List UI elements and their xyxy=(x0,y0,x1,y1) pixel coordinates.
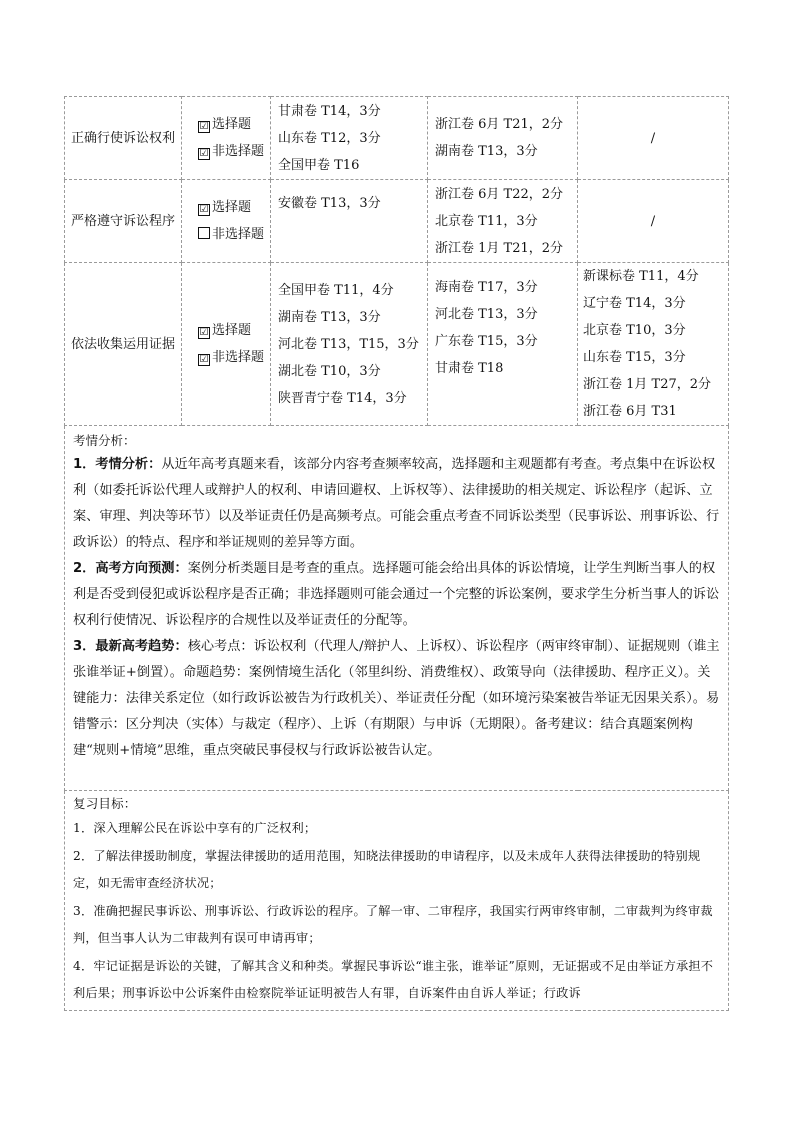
exam-ref: 海南卷 T17，3分 xyxy=(435,280,538,295)
analysis-paragraph-1: 1．考情分析：从近年高考真题来看，该部分内容考查频率较高，选择题和主观题都有考查。考点集中在诉讼权利（如委托诉讼代理人或辩护人的权利、申请回避权、上诉权等）、法律援助的相关规定、诉讼程序（起诉、立案、审理、判决等环节）以及举证责任仍是高频考点。可能会重点考查不同诉讼类型（民事诉讼、刑事诉讼、行政诉讼）的特点、程序和举证规则的差异等方面。 xyxy=(73,457,720,550)
exam-ref: 辽宁卷 T14，3分 xyxy=(583,296,686,311)
exam-ref: 山东卷 T15，3分 xyxy=(583,350,686,365)
type-choice: ☑ 选择题 xyxy=(199,200,252,215)
year-2023-cell: / xyxy=(578,180,729,263)
type-non-choice: 非选择题 xyxy=(198,221,270,248)
type-choice: ☑ 选择题 xyxy=(199,117,252,132)
type-non-choice: ☑ 非选择题 xyxy=(199,350,265,365)
exam-ref: 山东卷 T12，3分 xyxy=(278,130,381,146)
year-2023-cell: / xyxy=(578,97,729,180)
goal-item: 3．准确把握民事诉讼、刑事诉讼、行政诉讼的程序。了解一审、二审程序，我国实行两审终审制，二审裁判为终审裁判，但当事人认为二审裁判有误可申请再审； xyxy=(73,903,713,945)
checkbox-icon: ☑ xyxy=(199,354,209,365)
goal-item: 2．了解法律援助制度，掌握法律援助的适用范围，知晓法律援助的申请程序，以及未成年人获得法律援助的特别规定，如无需审查经济状况； xyxy=(73,848,701,890)
exam-ref: 全国甲卷 T11，4分 xyxy=(278,282,394,298)
review-goals-section xyxy=(65,791,729,1011)
analysis-row xyxy=(65,426,729,791)
analysis-heading: 考情分析： xyxy=(73,433,136,448)
exam-ref: 安徽卷 T13，3分 xyxy=(278,196,381,211)
goals-row xyxy=(65,791,729,1011)
exam-ref: 新课标卷 T11，4分 xyxy=(583,269,699,284)
year-2023-cell xyxy=(578,263,729,426)
checkbox-icon: ☑ xyxy=(199,327,209,338)
topic-cell: 严格遵守诉讼程序 xyxy=(65,180,182,263)
document-page xyxy=(64,96,728,1011)
analysis-section xyxy=(65,426,729,791)
exam-ref: 湖北卷 T10，3分 xyxy=(278,363,381,379)
type-non-choice: ☑ 非选择题 xyxy=(199,144,265,159)
goal-item: 4．牢记证据是诉讼的关键，了解其含义和种类。掌握民事诉讼“谁主张，谁举证”原则，无证据或不足由举证方承担不利后果；刑事诉讼中公诉案件由检察院举证证明被告人有罪，自诉案件由自诉人举证；行政诉 xyxy=(73,958,714,1000)
year-2025-cell xyxy=(271,97,428,180)
analysis-paragraph-2: 2．高考方向预测：案例分析类题目是考查的重点。选择题可能会给出具体的诉讼情境，让学生判断当事人的权利是否受到侵犯或诉讼程序是否正确；非选择题则可能会通过一个完整的诉讼案例，要求学生分析当事人的诉讼权利行使情况、诉讼程序的合规性以及举证责任的分配等。 xyxy=(73,561,720,628)
exam-ref: 浙江卷 1月 T21，2分 xyxy=(435,240,564,256)
question-type-cell xyxy=(182,97,271,180)
type-choice: ☑ 选择题 xyxy=(199,323,252,338)
question-type-cell xyxy=(182,263,271,426)
exam-ref: 浙江卷 1月 T27，2分 xyxy=(583,377,712,392)
goals-heading: 复习目标： xyxy=(73,796,137,811)
exam-ref: 河北卷 T13，3分 xyxy=(435,307,538,322)
exam-ref: 陕晋青宁卷 T14，3分 xyxy=(278,390,407,406)
exam-ref: 湖南卷 T13，3分 xyxy=(278,309,381,325)
exam-ref: 全国甲卷 T16 xyxy=(278,157,360,173)
exam-ref: 浙江卷 6月 T31 xyxy=(583,404,677,419)
exam-ref: 浙江卷 6月 T22，2分 xyxy=(435,186,564,202)
exam-ref: 甘肃卷 T14，3分 xyxy=(278,103,381,119)
exam-ref: 北京卷 T11，3分 xyxy=(435,213,538,229)
table-row xyxy=(65,263,729,426)
table-row xyxy=(65,180,729,263)
exam-ref: 甘肃卷 T18 xyxy=(435,361,504,376)
goal-item: 1．深入理解公民在诉讼中享有的广泛权利； xyxy=(73,821,317,835)
exam-ref: 浙江卷 6月 T21，2分 xyxy=(435,117,564,132)
year-2024-cell xyxy=(428,180,578,263)
checkbox-icon: ☑ xyxy=(199,204,209,215)
year-2025-cell xyxy=(271,180,428,263)
exam-ref: 湖南卷 T13，3分 xyxy=(435,144,538,159)
exam-ref: 河北卷 T13，T15，3分 xyxy=(278,336,419,352)
year-2024-cell xyxy=(428,97,578,180)
topic-cell: 正确行使诉讼权利 xyxy=(65,97,182,180)
table-row xyxy=(65,97,729,180)
checkbox-icon: ☑ xyxy=(199,121,209,132)
topic-cell: 依法收集运用证据 xyxy=(65,263,182,426)
exam-ref: 北京卷 T10，3分 xyxy=(583,323,686,338)
question-type-cell xyxy=(182,180,271,263)
year-2025-cell xyxy=(271,263,428,426)
exam-ref: 广东卷 T15，3分 xyxy=(435,334,538,349)
year-2024-cell xyxy=(428,263,578,426)
empty-checkbox-icon xyxy=(198,227,210,239)
analysis-paragraph-3: 3．最新高考趋势：核心考点：诉讼权利（代理人/辩护人、上诉权）、诉讼程序（两审终审制）、证据规则（谁主张谁举证+倒置）。命题趋势：案例情境生活化（邻里纠纷、消费维权）、政策导向（法律援助、程序正义）。关键能力：法律关系定位（如行政诉讼被告为行政机关）、举证责任分配（如环境污染案被告举证无因果关系）。易错警示：区分判决（实体）与裁定（程序）、上诉（有期限）与申诉（无期限）。备考建议：结合真题案例构建“规则+情境”思维，重点突破民事侵权与行政诉讼被告认定。 xyxy=(73,639,720,758)
exam-table xyxy=(64,96,729,1011)
checkbox-icon: ☑ xyxy=(199,148,209,159)
